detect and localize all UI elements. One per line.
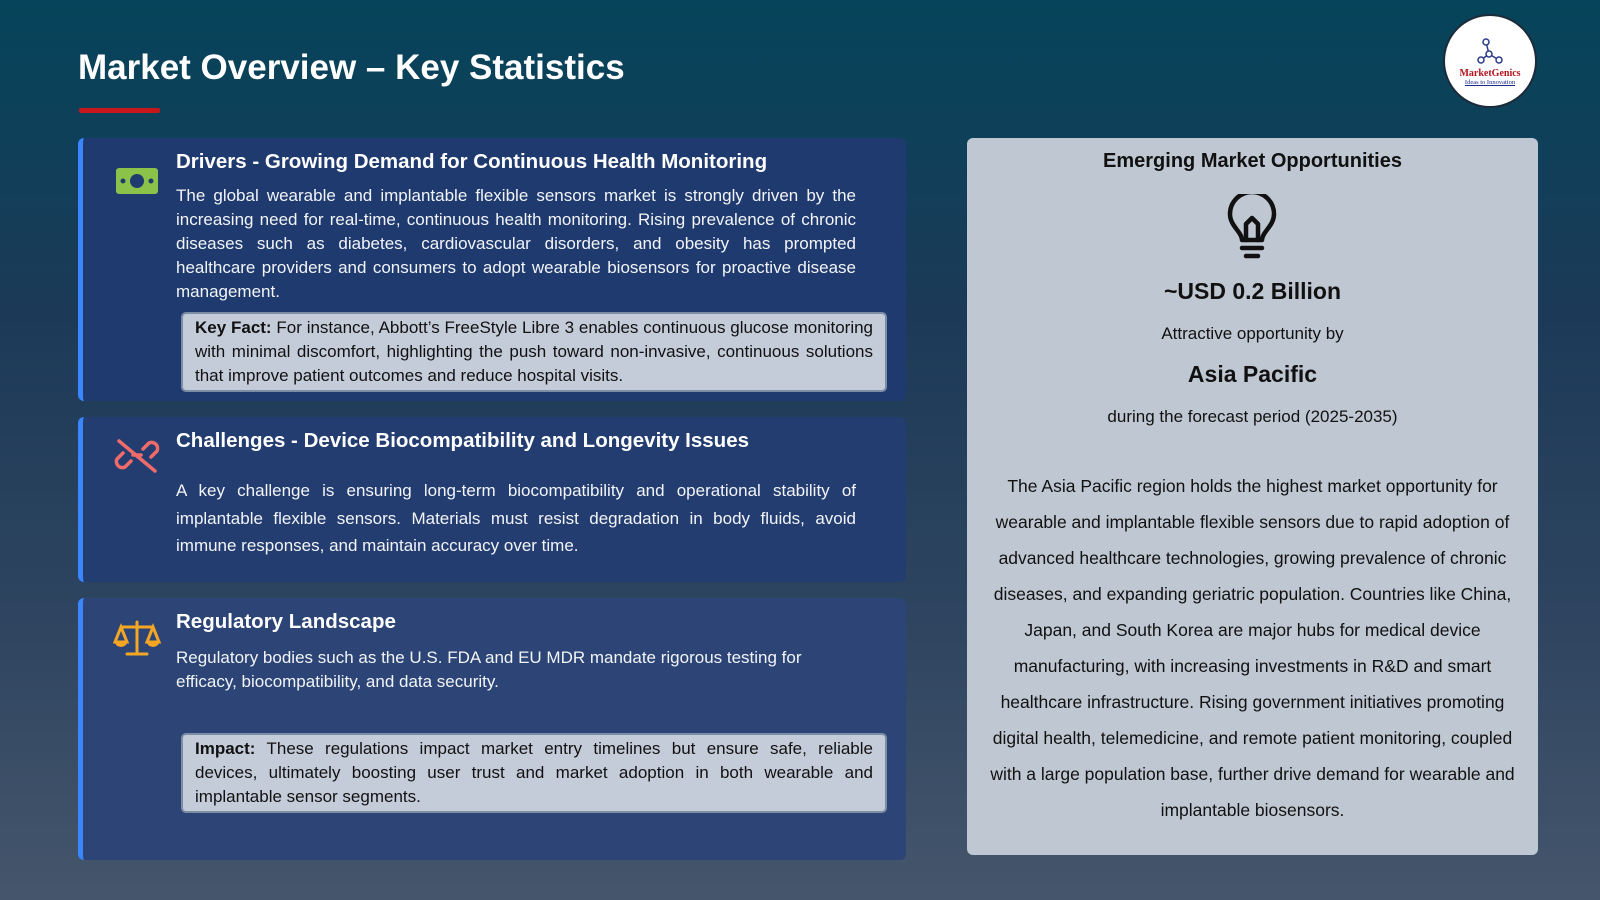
key-fact-text: For instance, Abbott’s FreeStyle Libre 3 enables continuous glucose monitoring with minimal discomfort, highlighting the push toward non-invasive, continuous solutions that improve patient outcomes and reduce hospital visits. [195, 318, 874, 385]
forecast-period: during the forecast period (2025-2035) [1107, 407, 1398, 426]
network-logo-icon [1476, 36, 1504, 66]
drivers-body: The global wearable and implantable flexible sensors market is strongly driven by the increasing need for real-time, continuous health monitoring. Rising prevalence of chronic diseases such as diabetes, cardiovascular disorders, and obesity has prompted healthcare providers and consumers to adopt wearable biosensors for proactive disease management. [176, 186, 856, 301]
impact-text: These regulations impact market entry timelines but ensure safe, reliable devices, ultimately boosting user trust and market adoption in both wearable and implantable sensor segments. [195, 739, 873, 806]
impact-box [181, 733, 887, 813]
logo-name: MarketGenics [1459, 68, 1521, 79]
title-underline [79, 108, 160, 113]
opportunity-description: The Asia Pacific region holds the highest market opportunity for wearable and implantable flexible sensors due to rapid adoption of advanced healthcare technologies, growing prevalence of chronic diseases, and expanding geriatric population. Countries like China, Japan, and South Korea are major hubs for medical device manufacturing, with increasing investments in R&D and smart healthcare infrastructure. Rising government initiatives promoting digital health, telemedicine, and remote patient monitoring, coupled with a large population base, further drive demand for wearable and implantable biosensors. [990, 476, 1515, 820]
challenges-card [78, 417, 906, 582]
attractive-label: Attractive opportunity by [1161, 324, 1344, 343]
regulatory-heading: Regulatory Landscape [176, 610, 396, 633]
company-logo [1443, 14, 1537, 108]
drivers-card [78, 138, 906, 401]
lightbulb-icon [1224, 194, 1280, 262]
challenges-body: A key challenge is ensuring long-term biocompatibility and operational stability of implantable flexible sensors. Materials must resist degradation in body fluids, avoid immune responses, and maintain accuracy over time. [176, 481, 856, 555]
broken-link-icon [113, 435, 161, 475]
challenges-heading: Challenges - Device Biocompatibility and Longevity Issues [176, 429, 750, 452]
key-fact-box [181, 312, 887, 392]
market-amount: ~USD 0.2 Billion [1163, 278, 1341, 304]
logo-tagline: Ideas to Innovation [1464, 79, 1516, 86]
money-icon [113, 160, 161, 200]
scale-icon [113, 618, 161, 658]
impact-label: Impact: [195, 739, 256, 758]
opportunity-heading: Emerging Market Opportunities [1103, 150, 1402, 172]
drivers-heading: Drivers - Growing Demand for Continuous Health Monitoring [176, 150, 768, 173]
page-title: Market Overview – Key Statistics [78, 48, 625, 87]
key-fact-label: Key Fact: [195, 318, 272, 337]
regulatory-body: Regulatory bodies such as the U.S. FDA and EU MDR mandate rigorous testing for efficacy, biocompatibility, and data security. [176, 648, 802, 691]
opportunity-panel [967, 138, 1538, 855]
region-name: Asia Pacific [1187, 361, 1318, 387]
regulatory-card [78, 598, 906, 860]
